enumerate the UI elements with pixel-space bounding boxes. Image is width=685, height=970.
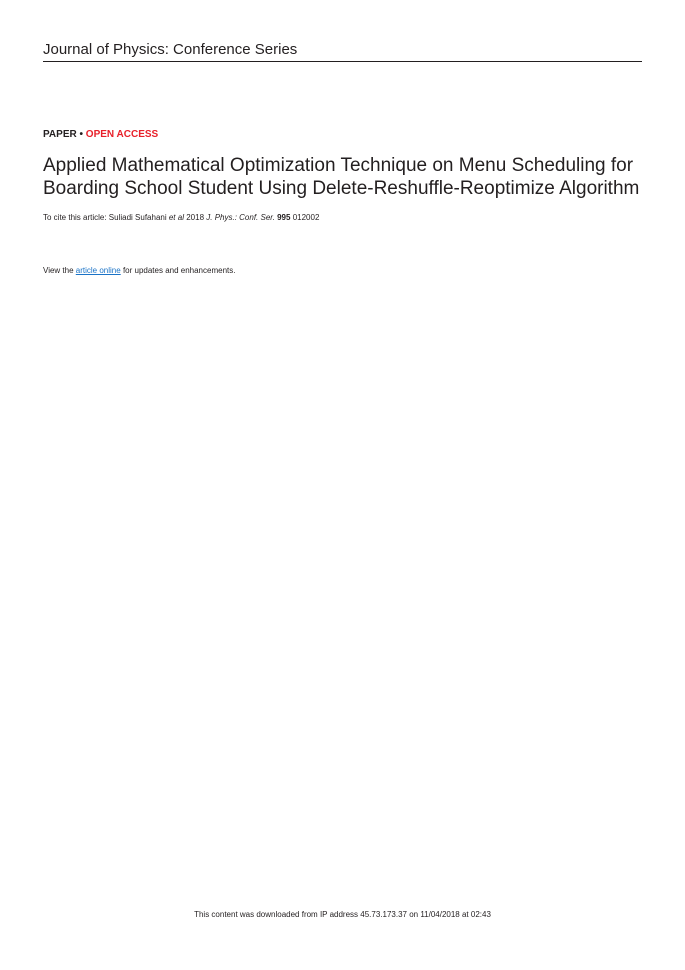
citation-line bbox=[43, 213, 319, 223]
citation-article-number: 012002 bbox=[292, 213, 320, 222]
article-title bbox=[43, 154, 643, 200]
paper-type: PAPER bbox=[43, 129, 77, 140]
download-note: This content was downloaded from IP address 45.73.173.37 on 11/04/2018 at 02:43 bbox=[194, 910, 491, 919]
citation-et-al: et al bbox=[168, 213, 184, 222]
article-title-line-1: Applied Mathematical Optimization Technique on Menu Scheduling for bbox=[43, 155, 634, 176]
journal-title: Journal of Physics: Conference Series bbox=[43, 41, 298, 58]
view-online-line bbox=[43, 266, 235, 276]
journal-header bbox=[43, 41, 642, 62]
citation-year: 2018 bbox=[186, 213, 205, 222]
view-online-before: View the bbox=[43, 266, 74, 275]
open-access-badge: OPEN ACCESS bbox=[85, 129, 159, 140]
citation-journal: J. Phys.: Conf. Ser. bbox=[206, 213, 275, 222]
article-online-link[interactable]: article online bbox=[75, 266, 121, 275]
view-online-after: for updates and enhancements. bbox=[122, 266, 236, 275]
article-title-line-2: Boarding School Student Using Delete-Reshuffle-Reoptimize Algorithm bbox=[43, 178, 640, 199]
label-separator: • bbox=[79, 129, 84, 140]
citation-prefix: To cite this article: Suliadi Sufahani bbox=[43, 213, 167, 222]
paper-label bbox=[43, 129, 158, 141]
citation-volume: 995 bbox=[277, 213, 291, 222]
